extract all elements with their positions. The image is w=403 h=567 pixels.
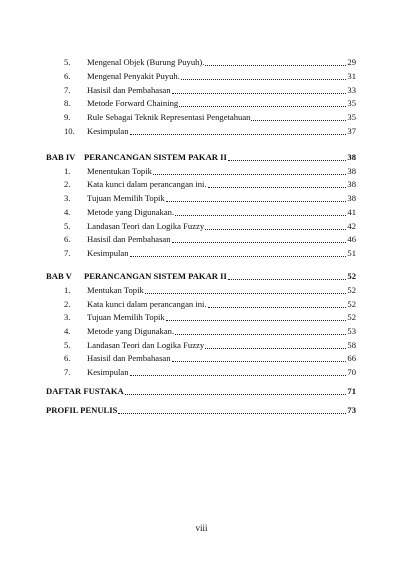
chapter-title: PERANCANGAN SISTEM PAKAR II [84,271,227,281]
dot-leader [166,200,347,202]
entry-number: 3. [64,312,71,322]
toc-entry [64,219,356,232]
entry-number: 2. [64,299,71,309]
entry-number: 1. [64,285,71,295]
entry-title: Kata kunci dalam perancangan ini. [87,299,207,309]
dot-leader [153,173,347,175]
chapter-title: PERANCANGAN SISTEM PAKAR II [84,152,227,162]
entry-page: 52 [347,299,356,309]
entry-number: 1. [64,166,71,176]
entry-number: 6. [64,234,71,244]
dot-leader [166,319,347,321]
dot-leader [208,186,347,188]
toc-entry [64,177,356,190]
toc-entry [64,297,356,310]
entry-number: 8. [64,98,71,108]
entry-title: Tujuan Memilih Topik [87,312,165,322]
toc-entry [64,69,356,82]
dot-leader [205,347,346,349]
entry-number: 6. [64,71,71,81]
toc-entry [64,55,356,68]
entry-title: Mengenal Penyakit Puyuh. [87,71,180,81]
toc-entry [64,365,356,378]
chapter-label: BAB IV [46,152,76,162]
toc-entry [64,283,356,296]
entry-title: Kesimpulan [87,248,129,258]
chapter-page: 38 [347,152,356,162]
toc-entry [64,310,356,323]
entry-number: 5. [64,340,71,350]
entry-page: 51 [347,248,356,258]
toc-entry [64,246,356,259]
chapter-page: 52 [347,271,356,281]
dot-leader [125,393,347,395]
backmatter-entry-author-profile [46,403,356,416]
entry-title: Metode Forward Chaining [87,98,179,108]
entry-page: 35 [347,112,356,122]
entry-title: Metode yang Digunakan. [87,207,175,217]
entry-title: Tujuan Memilih Topik [87,193,165,203]
toc-entry [64,232,356,245]
dot-leader [175,333,346,335]
dot-leader [118,412,346,414]
entry-title: Hasisil dan Pembahasan [87,234,171,244]
entry-number: 6. [64,353,71,363]
dot-leader [208,306,347,308]
entry-number: 7. [64,367,71,377]
chapter-heading [46,269,356,282]
dot-leader [145,292,347,294]
entry-number: 4. [64,326,71,336]
toc-entry [64,124,356,137]
entry-title: Kesimpulan [87,126,129,136]
dot-leader [130,374,347,376]
chapter-heading [46,150,356,163]
dot-leader [172,92,347,94]
toc-entry [64,338,356,351]
entry-page: 31 [347,71,356,81]
entry-title: Kesimpulan [87,367,129,377]
backmatter-page: 71 [347,386,356,396]
entry-page: 53 [347,326,356,336]
entry-page: 29 [347,57,356,67]
entry-title: Menentukan Topik [87,166,152,176]
backmatter-title: DAFTAR FUSTAKA [46,386,124,396]
toc-entry [64,205,356,218]
dot-leader [205,228,346,230]
entry-page: 38 [347,166,356,176]
entry-title: Mentukan Topik [87,285,144,295]
entry-page: 33 [347,85,356,95]
entry-number: 5. [64,57,71,67]
entry-number: 5. [64,221,71,231]
entry-title: Rule Sebagai Teknik Representasi Pengetahuan [87,112,251,122]
entry-number: 2. [64,179,71,189]
toc-entry [64,96,356,109]
dot-leader [205,64,346,66]
dot-leader [228,278,347,280]
entry-page: 35 [347,98,356,108]
dot-leader [175,214,346,216]
entry-title: Hasisil dan Pembahasan [87,85,171,95]
backmatter-entry-bibliography [46,384,356,397]
toc-entry [64,164,356,177]
entry-page: 46 [347,234,356,244]
toc-entry [64,324,356,337]
entry-number: 7. [64,248,71,258]
entry-page: 42 [347,221,356,231]
entry-page: 37 [347,126,356,136]
entry-title: Landasan Teori dan Logika Fuzzy [87,340,205,350]
entry-page: 38 [347,193,356,203]
chapter-label: BAB V [46,271,72,281]
dot-leader [251,119,346,121]
toc-entry [64,191,356,204]
entry-number: 3. [64,193,71,203]
entry-page: 52 [347,285,356,295]
page-number-footer: viii [195,523,208,533]
dot-leader [172,360,347,362]
backmatter-page: 73 [347,405,356,415]
dot-leader [228,159,347,161]
toc-entry [64,110,356,123]
entry-title: Landasan Teori dan Logika Fuzzy [87,221,205,231]
entry-page: 58 [347,340,356,350]
entry-title: Mengenal Objek (Burung Puyuh). [87,57,205,67]
dot-leader [130,133,347,135]
toc-entry [64,351,356,364]
entry-number: 9. [64,112,71,122]
dot-leader [181,78,347,80]
entry-title: Metode yang Digunakan. [87,326,175,336]
entry-page: 52 [347,312,356,322]
entry-number: 10. [64,126,75,136]
entry-page: 38 [347,179,356,189]
entry-number: 4. [64,207,71,217]
dot-leader [130,255,347,257]
dot-leader [179,105,346,107]
entry-page: 66 [347,353,356,363]
entry-title: Kata kunci dalam perancangan ini. [87,179,207,189]
toc-entry [64,83,356,96]
entry-number: 7. [64,85,71,95]
entry-page: 41 [347,207,356,217]
entry-page: 70 [347,367,356,377]
backmatter-title: PROFIL PENULIS [46,405,118,415]
entry-title: Hasisil dan Pembahasan [87,353,171,363]
dot-leader [172,241,347,243]
